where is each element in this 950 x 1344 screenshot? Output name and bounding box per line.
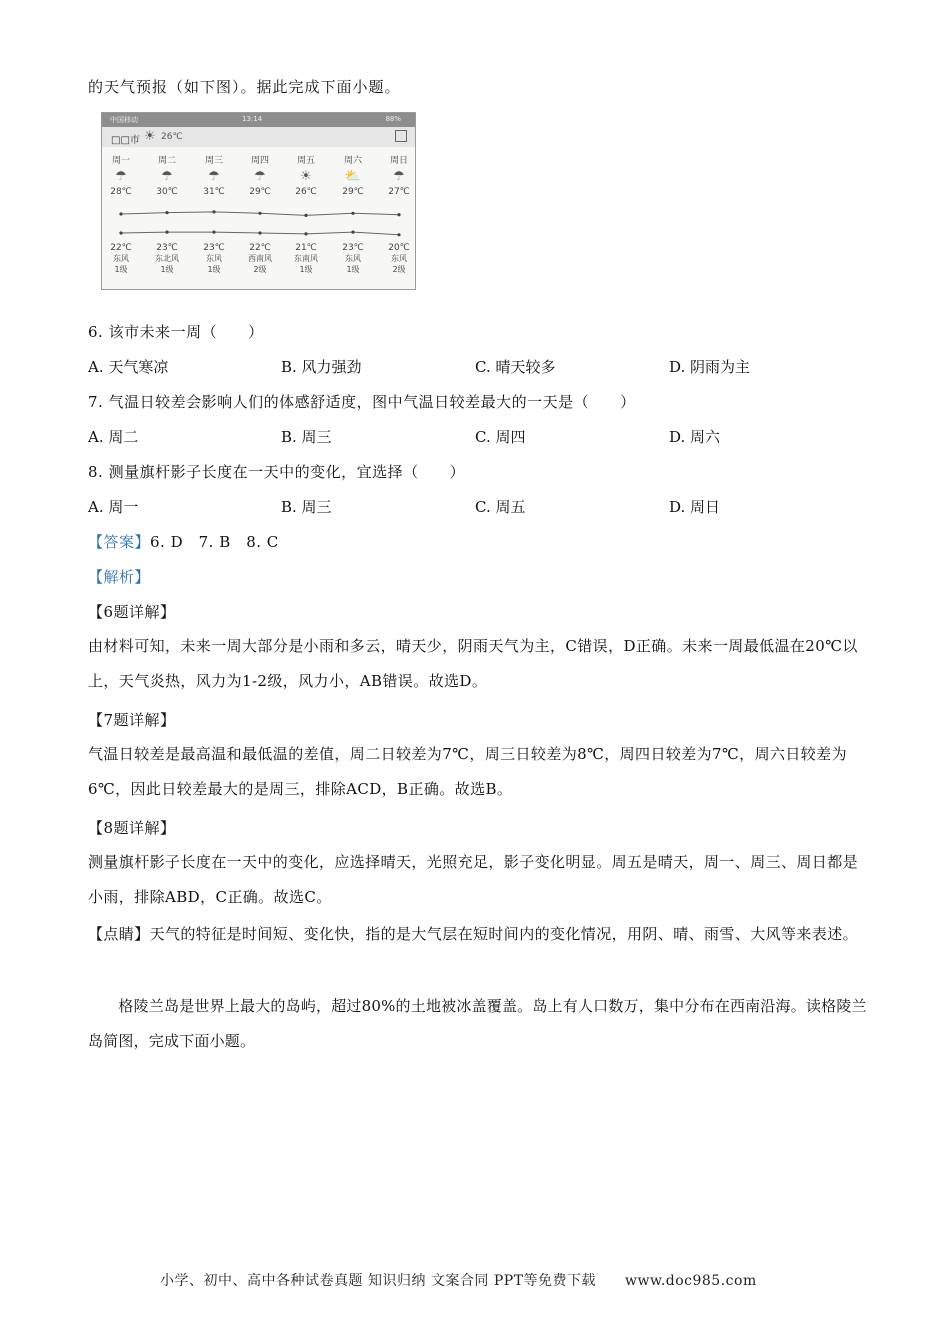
- rain-umbrella-icon: ☂: [208, 169, 220, 184]
- low-temp: 23℃: [156, 243, 178, 253]
- wind-direction: 西南风: [248, 254, 272, 263]
- high-temp: 29℃: [249, 187, 271, 197]
- low-temp-point: [397, 233, 400, 236]
- forecast-low: [284, 243, 328, 275]
- high-temp-point: [119, 212, 122, 215]
- tip-paragraph: [88, 917, 868, 952]
- wind-level: 2级: [392, 265, 406, 274]
- detail7-text: 气温日较差是最高温和最低温的差值，周二日较差为7℃，周三日较差为8℃，周四日较差为7℃，周六日较差为6℃，因此日较差最大的是周三，排除ACD，B正确。故选B。: [88, 745, 847, 798]
- forecast-low: [145, 243, 189, 275]
- answer-text: 6. D 7. B 8. C: [150, 533, 279, 551]
- low-temp-point: [351, 231, 354, 234]
- day-name: 周六: [343, 156, 362, 166]
- low-temp: 23℃: [203, 243, 225, 253]
- q7-option-c: C. 周四: [475, 428, 526, 446]
- analysis-tag: 【解析】: [88, 568, 151, 586]
- high-temp-point: [397, 213, 400, 216]
- day-name: 周日: [389, 156, 408, 166]
- wind-level: 1级: [160, 265, 174, 274]
- q7-option-a: A. 周二: [88, 428, 139, 446]
- answer-line: [88, 531, 279, 552]
- day-name: 周三: [204, 156, 223, 166]
- q7-option-d: D. 周六: [669, 428, 721, 446]
- sun-icon: ☀: [144, 129, 156, 144]
- rain-umbrella-icon: ☂: [393, 169, 405, 184]
- q7-option-b: B. 周三: [281, 428, 332, 446]
- day-name: 周五: [296, 156, 315, 166]
- high-temp-point: [351, 212, 354, 215]
- q6-option-c: C. 晴天较多: [475, 358, 556, 376]
- sun-icon: ☀: [300, 169, 312, 184]
- wind-direction: 东南风: [294, 254, 318, 263]
- day-name: 周二: [157, 156, 176, 166]
- intro-line: 的天气预报（如下图）。据此完成下面小题。: [88, 78, 401, 96]
- tip-tag: 【点睛】: [88, 925, 150, 943]
- forecast-low: [331, 243, 375, 275]
- forecast-low: [99, 243, 143, 275]
- high-temp: 31℃: [203, 187, 225, 197]
- low-temp-point: [258, 231, 261, 234]
- forecast-day: [192, 153, 236, 200]
- low-temp: 20℃: [388, 243, 410, 253]
- temperature-curves: [102, 205, 415, 245]
- low-temp: 22℃: [249, 243, 271, 253]
- q8-option-d: D. 周日: [669, 498, 721, 516]
- high-temp: 30℃: [156, 187, 178, 197]
- forecast-day: [377, 153, 421, 200]
- rain-umbrella-icon: ☂: [254, 169, 266, 184]
- wind-direction: 东风: [345, 254, 361, 263]
- detail8-text: 测量旗杆影子长度在一天中的变化，应选择晴天，光照充足，影子变化明显。周五是晴天，周一、周三、周日都是小雨，排除ABD，C正确。故选C。: [88, 853, 859, 906]
- wind-level: 1级: [346, 265, 360, 274]
- low-temp-point: [165, 231, 168, 234]
- page-footer: 小学、初中、高中各种试卷真题 知识归纳 文案合同 PPT等免费下载 www.doc985.com: [160, 1273, 757, 1289]
- wind-direction: 东风: [206, 254, 222, 263]
- share-icon[interactable]: [395, 130, 407, 142]
- low-temp: 23℃: [342, 243, 364, 253]
- high-temp: 29℃: [342, 187, 364, 197]
- high-temp: 26℃: [295, 187, 317, 197]
- question-7: 7. 气温日较差会影响人们的体感舒适度，图中气温日较差最大的一天是（ ）: [88, 393, 636, 411]
- wind-level: 2级: [253, 265, 267, 274]
- low-temp: 21℃: [295, 243, 317, 253]
- carrier-label: 中国移动: [110, 116, 138, 124]
- low-temp-point: [304, 232, 307, 235]
- low-temp-point: [119, 231, 122, 234]
- q8-option-b: B. 周三: [281, 498, 332, 516]
- q8-option-a: A. 周一: [88, 498, 139, 516]
- low-temp-point: [212, 231, 215, 234]
- wind-level: 1级: [299, 265, 313, 274]
- high-temp-point: [165, 211, 168, 214]
- q6-option-b: B. 风力强劲: [281, 358, 362, 376]
- forecast-day: [331, 153, 375, 200]
- day-name: 周一: [111, 156, 130, 166]
- q6-option-d: D. 阴雨为主: [669, 358, 751, 376]
- detail8-title: 【8题详解】: [88, 819, 176, 837]
- question-6: 6. 该市未来一周（ ）: [88, 323, 264, 341]
- wind-level: 1级: [207, 265, 221, 274]
- battery-label: 88%: [385, 115, 401, 123]
- forecast-day: [145, 153, 189, 200]
- rain-umbrella-icon: ☂: [115, 169, 127, 184]
- next-question-intro: 格陵兰岛是世界上最大的岛屿，超过80%的土地被冰盖覆盖。岛上有人口数万，集中分布在西南沿海。读格陵兰岛简图，完成下面小题。: [88, 997, 867, 1050]
- high-temp: 28℃: [110, 187, 132, 197]
- forecast-low: [238, 243, 282, 275]
- low-temp: 22℃: [110, 243, 132, 253]
- city-name: □□市: [111, 135, 140, 146]
- partly-cloudy-icon: ⛅: [344, 169, 362, 184]
- weather-title-bar: [102, 127, 415, 147]
- forecast-day: [238, 153, 282, 200]
- wind-level: 1级: [114, 265, 128, 274]
- forecast-day: [99, 153, 143, 200]
- detail6-text: 由材料可知，未来一周大部分是小雨和多云，晴天少，阴雨天气为主，C错误，D正确。未来一周最低温在20℃以上，天气炎热，风力为1-2级，风力小，AB错误。故选D。: [88, 637, 858, 690]
- weather-forecast-screenshot: [101, 112, 416, 290]
- wind-direction: 东风: [113, 254, 129, 263]
- wind-direction: 东北风: [155, 254, 179, 263]
- tip-text: 天气的特征是时间短、变化快，指的是大气层在短时间内的变化情况，用阴、晴、雨雪、大风等来表述。: [149, 925, 859, 943]
- answer-tag: 【答案】: [88, 533, 151, 551]
- high-temp: 27℃: [388, 187, 410, 197]
- high-temp-point: [304, 214, 307, 217]
- current-temp: 26℃: [161, 132, 183, 142]
- detail6-title: 【6题详解】: [88, 603, 176, 621]
- forecast-day: [284, 153, 328, 200]
- high-temp-point: [212, 210, 215, 213]
- q8-option-c: C. 周五: [475, 498, 526, 516]
- high-temp-point: [258, 212, 261, 215]
- forecast-low: [377, 243, 421, 275]
- wind-direction: 东风: [391, 254, 407, 263]
- detail7-title: 【7题详解】: [88, 711, 176, 729]
- forecast-low: [192, 243, 236, 275]
- q6-option-a: A. 天气寒凉: [88, 358, 169, 376]
- status-time: 13:14: [242, 115, 263, 123]
- day-name: 周四: [250, 156, 269, 166]
- rain-umbrella-icon: ☂: [161, 169, 173, 184]
- question-8: 8. 测量旗杆影子长度在一天中的变化，宜选择（ ）: [88, 463, 466, 481]
- phone-status-bar: [102, 113, 415, 127]
